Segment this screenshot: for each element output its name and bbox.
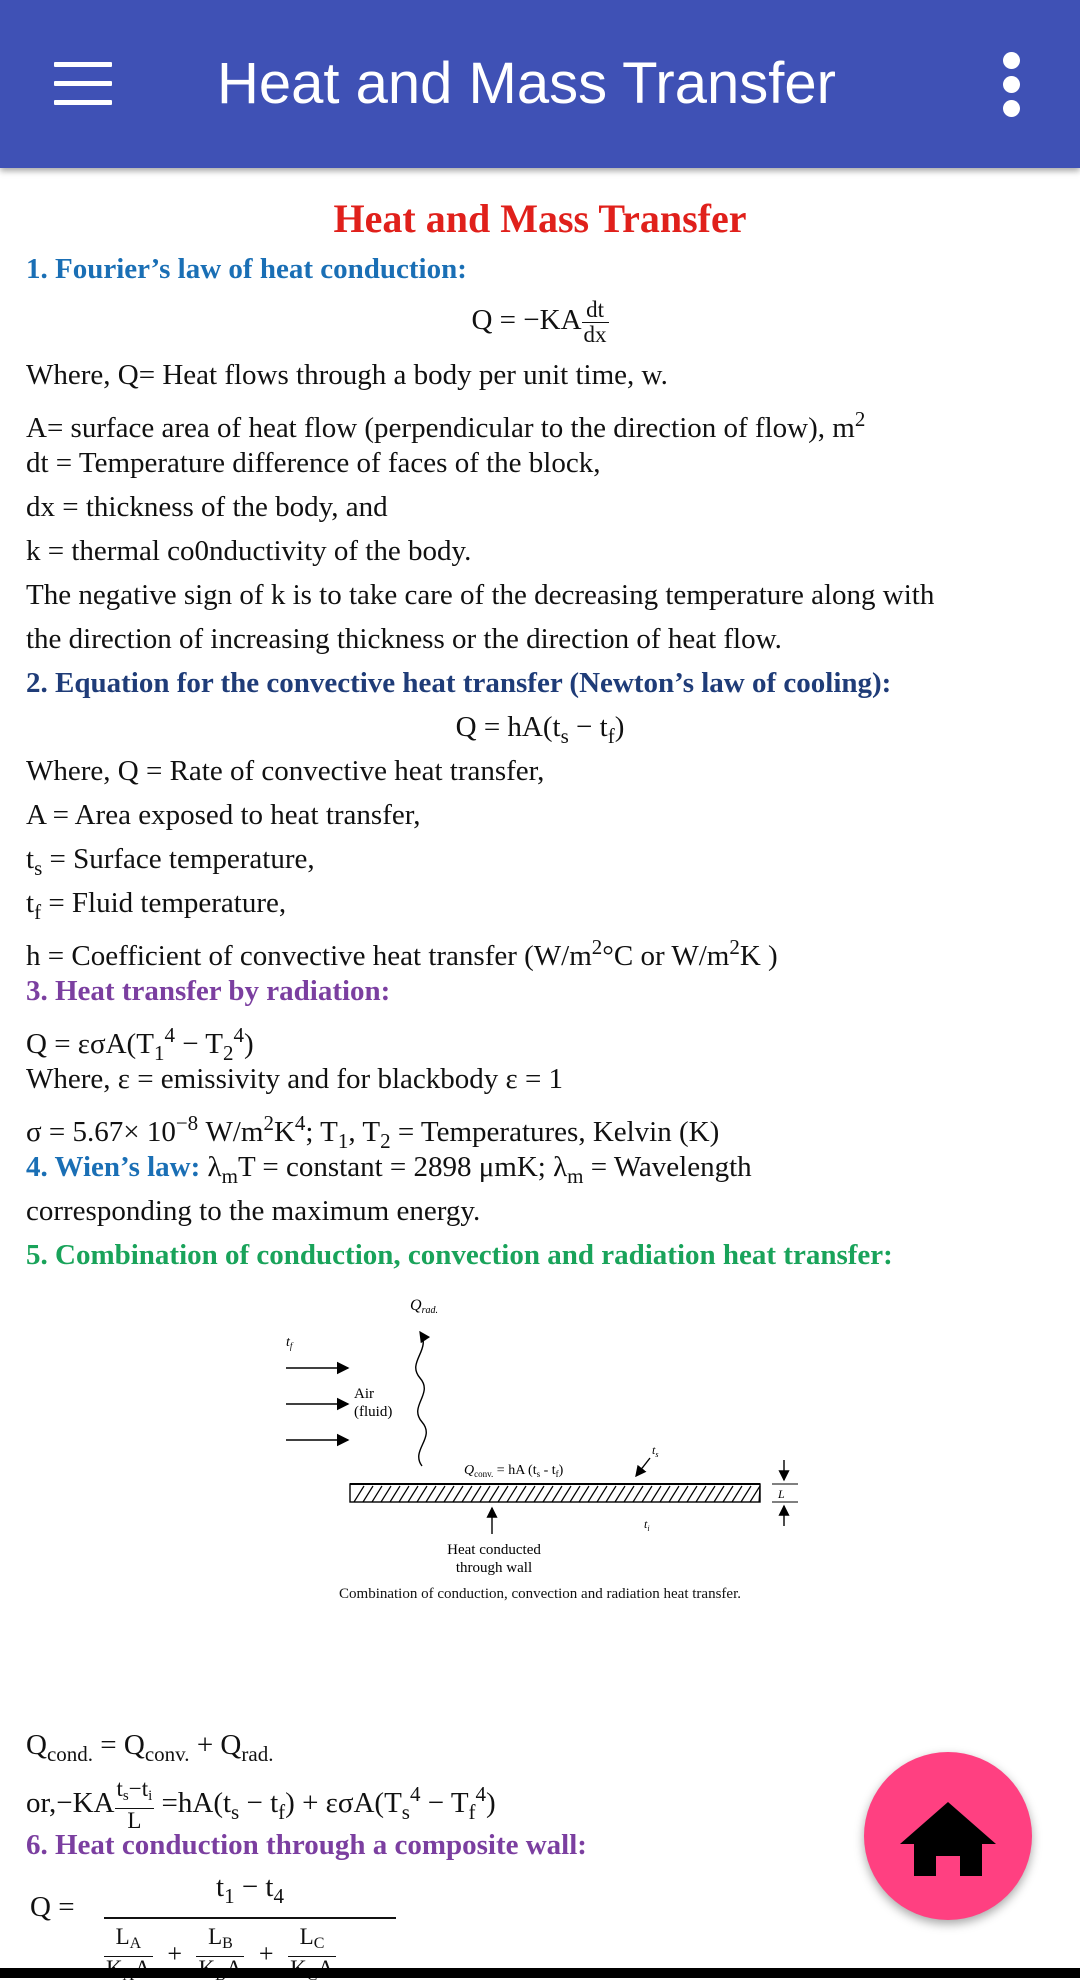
hatch-line [705,1486,715,1502]
combined-heat-transfer-diagram [270,1290,810,1610]
hatch-line [579,1486,589,1502]
hatch-line [390,1486,400,1502]
document-title: Heat and Mass Transfer [333,196,747,241]
hatch-line [354,1486,364,1502]
app-bar [0,0,1080,168]
s4-line-1: 4. Wien’s law: $\lambda_mT$ = constant = 2898 μmK; $\lambda_m$ = Wavelength [26,1151,752,1188]
hatch-line [696,1486,706,1502]
combination-equation: $Q_{cond.} = Q_{conv.} + Q_{rad.}$ [26,1729,274,1766]
hatch-line [471,1486,481,1502]
figure-caption: Combination of conduction, convection and radiation heat transfer. [339,1586,741,1602]
s1-paragraph-1: The negative sign of k is to take care of the decreasing temperature along with [26,579,935,611]
hatch-line [741,1486,751,1502]
hatch-line [489,1486,499,1502]
s4-line-2: corresponding to the maximum energy. [26,1195,481,1227]
home-icon [864,1752,1032,1920]
section-6-heading: 6. Heat conduction through a composite wall: [26,1829,587,1861]
hatch-line [660,1486,670,1502]
hatch-line [507,1486,517,1502]
hatch-line [408,1486,418,1502]
hatch-line [525,1486,535,1502]
s1-line-4: dx = thickness of the body, and [26,491,388,523]
hatch-line [561,1486,571,1502]
q-conv-label: $Q_{conv.}$ = hA $(t_s - t_f)$ [464,1463,564,1479]
wall-label-1: Heat conducted [447,1542,541,1558]
hatch-line [534,1486,544,1502]
s2-line-5: h = Coefficient of convective heat transfer ($W/m^2^\circ C$ or $W/m^2K$ ) [26,935,778,972]
ts-label: $t_s$ [652,1443,659,1459]
hatch-line [606,1486,616,1502]
hatch-line [462,1486,472,1502]
s1-paragraph-2: the direction of increasing thickness or the direction of heat flow. [26,623,782,655]
combination-expanded-equation: or,−KA $\frac{ts-ti}{L}$ $=hA(t_s - t_f) + \varepsilon\sigma A(T_s^4 - T_f^4)$ [26,1776,496,1834]
s1-line-3: dt = Temperature difference of faces of the block, [26,447,601,479]
hatch-line [588,1486,598,1502]
wall [350,1484,760,1502]
s2-line-4: $t_f$ = Fluid temperature, [26,887,287,924]
hatch-line [597,1486,607,1502]
tf-label: $t_f$ [286,1335,293,1351]
q-rad-label: Qrad. [410,1297,438,1316]
s3-line-2: $\sigma = 5.67\times 10^{-8}$ $W/m^2K^4$; $T_1$, $T_2$ = Temperatures, Kelvin (K) [26,1111,720,1153]
hatch-line [426,1486,436,1502]
hatch-line [615,1486,625,1502]
hatch-line [669,1486,679,1502]
section-5-heading: 5. Combination of conduction, convection and radiation heat transfer: [26,1239,893,1271]
wall-label-2: through wall [455,1560,533,1576]
newton-equation: $Q = hA(t_s - t_f)$ [455,711,625,748]
hatch-line [363,1486,373,1502]
composite-wall-numerator: $t_1 - t_4$ [216,1871,284,1908]
hatch-line [444,1486,454,1502]
hatch-line [624,1486,634,1502]
hatch-line [642,1486,652,1502]
s2-line-3: $t_s$ = Surface temperature, [26,843,315,880]
home-button[interactable] [864,1752,1032,1920]
thickness-label: L [778,1487,785,1501]
section-2-heading: 2. Equation for the convective heat transfer (Newton’s law of cooling): [26,667,892,699]
hamburger-menu-icon[interactable] [54,62,112,106]
hatch-line [732,1486,742,1502]
s2-line-1: Where, Q = Rate of convective heat transfer, [26,755,545,787]
s3-line-1: Where, ε = emissivity and for blackbody ε = 1 [26,1063,564,1095]
hatch-line [453,1486,463,1502]
hatch-line [435,1486,445,1502]
hatch-line [633,1486,643,1502]
hatch-line [498,1486,508,1502]
more-vert-icon[interactable] [1000,52,1024,118]
hatch-line [723,1486,733,1502]
fluid-label: (fluid) [354,1404,393,1420]
ts-pointer-arrow [636,1458,650,1476]
hatch-line [552,1486,562,1502]
hatch-line [543,1486,553,1502]
ti-label: $t_i$ [644,1517,650,1533]
hatch-line [417,1486,427,1502]
hatch-line [399,1486,409,1502]
composite-wall-q: Q = [30,1891,75,1923]
s1-line-5: k = thermal co0nductivity of the body. [26,535,472,567]
hatch-line [714,1486,724,1502]
section-3-heading: 3. Heat transfer by radiation: [26,975,391,1007]
hatch-line [678,1486,688,1502]
wall-hatching [354,1486,760,1502]
section-1-heading: 1. Fourier’s law of heat conduction: [26,253,467,285]
hatch-line [687,1486,697,1502]
s2-line-2: A = Area exposed to heat transfer, [26,799,421,831]
fourier-equation: Q = −KA $\frac{dt}{dx}$ [471,296,607,347]
hatch-line [651,1486,661,1502]
section-4-heading: 4. Wien’s law: [26,1151,201,1183]
hatch-line [372,1486,382,1502]
hatch-line [480,1486,490,1502]
bottom-edge [0,1968,1080,1978]
air-label: Air [354,1386,374,1402]
hatch-line [750,1486,760,1502]
hatch-line [381,1486,391,1502]
app-title: Heat and Mass Transfer [217,51,836,116]
hatch-line [516,1486,526,1502]
s1-line-1: Where, Q= Heat flows through a body per unit time, w. [26,359,668,391]
radiation-arrow [416,1332,427,1466]
s1-line-2: A= surface area of heat flow (perpendicular to the direction of flow), $m^2$ [26,407,866,444]
composite-wall-denominator: LA + LB + LC [104,1917,396,1988]
radiation-equation: $Q = \varepsilon\sigma A(T_1^4 - T_2^4)$ [26,1023,254,1065]
hatch-line [570,1486,580,1502]
